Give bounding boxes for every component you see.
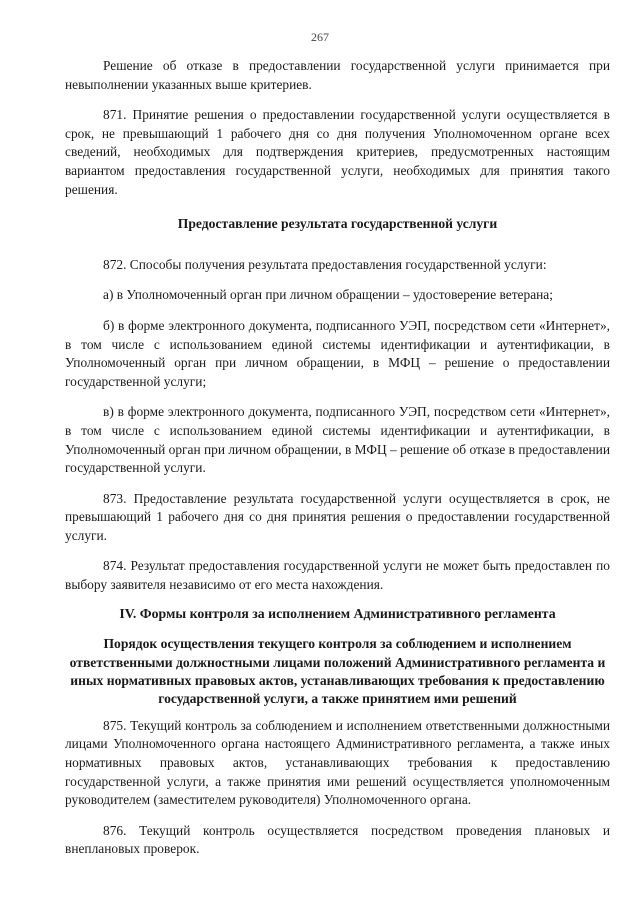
document-body: [65, 57, 610, 871]
paragraph-875: 875. Текущий контроль за соблюдением и исполнением ответственными должностными лицами Уполномоченного органа настоящего Административного регламента, а также иных нормативных правовых актов, устанавливающих требования к предоставлению государственной услуги, а также принятия ими решений осуществляется уполномоченным руководителем (заместителем руководителя) Уполномоченного органа.: [65, 717, 610, 808]
paragraph-872-c: в) в форме электронного документа, подписанного УЭП, посредством сети «Интернет», в том числе с использованием единой системы идентификации и аутентификации, в Уполномоченный орган при личном обращении, в МФЦ – решение об отказе в предоставлении государственной услуги.: [65, 404, 610, 476]
paragraph-872: 872. Способы получения результата предоставления государственной услуги:: [103, 256, 547, 272]
paragraph-873: 873. Предоставление результата государственной услуги осуществляется в срок, не превышающий 1 рабочего дня со дня принятия решения о предоставлении государственной услуги.: [65, 490, 610, 543]
paragraph-872-b: б) в форме электронного документа, подписанного УЭП, посредством сети «Интернет», в том числе с использованием единой системы идентификации и аутентификации, в Уполномоченный орган при личном обращении, в МФЦ – решение о предоставлении государственной услуги;: [65, 317, 610, 389]
paragraph-874: 874. Результат предоставления государственной услуги не может быть предоставлен по выбору заявителя независимо от его места нахождения.: [65, 558, 610, 593]
heading-current-control: Порядок осуществления текущего контроля за соблюдением и исполнением ответственными должностными лицами положений Административного регламента и иных нормативных правовых актов, устанавливающих требования к предоставлению государственной услуги, а также принятием ими решений: [69, 636, 606, 707]
paragraph-refusal-criteria: Решение об отказе в предоставлении государственной услуги принимается при невыполнении указанных выше критериев.: [65, 58, 610, 92]
paragraph-871: 871. Принятие решения о предоставлении государственной услуги осуществляется в срок, не превышающий 1 рабочего дня со дня получения Уполномоченном органе всех сведений, необходимых для подтверждения критериев, предусмотренных настоящим вариантом предоставления государственной услуги, необходимых для принятия такого решения.: [65, 107, 610, 197]
heading-result-provision: Предоставление результата государственной услуги: [177, 216, 498, 232]
paragraph-872-a: а) в Уполномоченный орган при личном обращении – удостоверение ветерана;: [103, 287, 553, 303]
heading-section-iv: IV. Формы контроля за исполнением Административного регламента: [119, 605, 556, 621]
page-number: 267: [311, 30, 329, 44]
paragraph-876: 876. Текущий контроль осуществляется посредством проведения плановых и внеплановых проверок.: [65, 822, 610, 857]
